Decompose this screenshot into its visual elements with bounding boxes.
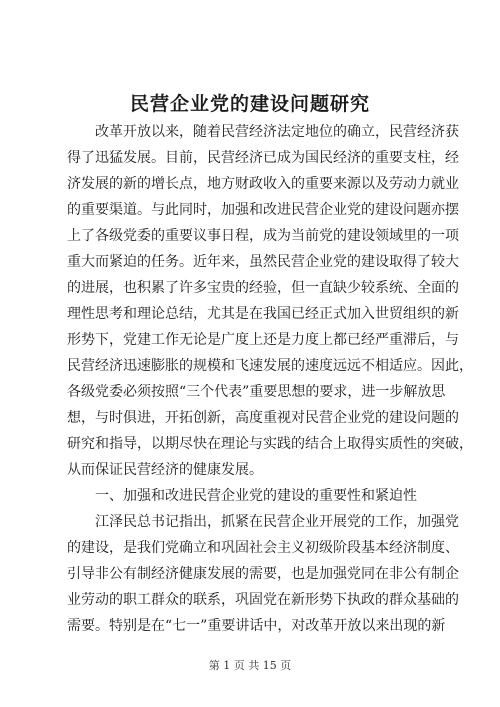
paragraph-line: 得了迅猛发展。目前，民营经济已成为国民经济的重要支柱，经 — [67, 150, 459, 166]
page-footer: 第 1 页 共 15 页 — [208, 659, 292, 672]
paragraph-line: 改革开放以来，随着民营经济法定地位的确立，民营经济获 — [95, 124, 459, 140]
document-title: 民营企业党的建设问题研究 — [129, 93, 370, 115]
paragraph-line: 研究和指导，以期尽快在理论与实践的结合上取得实质性的突破， — [67, 436, 473, 452]
paragraph-line: 重大而紧迫的任务。近年来，虽然民营企业党的建设取得了较大 — [67, 254, 459, 270]
paragraph-line: 从而保证民营经济的健康发展。 — [67, 462, 263, 478]
paragraph-line: 民营经济迅速膨胀的规模和飞速发展的速度远远不相适应。因此， — [67, 358, 473, 374]
paragraph-line: 上了各级党委的重要议事日程，成为当前党的建设领域里的一项 — [67, 228, 459, 244]
paragraph-line: 的进展，也积累了许多宝贵的经验，但一直缺少较系统、全面的 — [67, 280, 459, 296]
paragraph-line: 业劳动的职工群众的联系，巩固党在新形势下执政的群众基础的 — [67, 592, 459, 608]
paragraph-line: 想，与时俱进，开拓创新，高度重视对民营企业党的建设问题的 — [67, 410, 459, 426]
paragraph-line: 需要。特别是在“七一”重要讲话中，对改革开放以来出现的新 — [67, 618, 446, 634]
paragraph-line: 形势下，党建工作无论是广度上还是力度上都已经严重滞后，与 — [67, 332, 459, 348]
paragraph-line: 济发展的新的增长点，地方财政收入的重要来源以及劳动力就业 — [67, 176, 459, 192]
paragraph-line: 理性思考和理论总结，尤其是在我国已经正式加入世贸组织的新 — [67, 306, 459, 322]
paragraph-line: 各级党委必须按照“三个代表”重要思想的要求，进一步解放思 — [67, 384, 446, 400]
paragraph-line: 引导非公有制经济健康发展的需要，也是加强党同在非公有制企 — [67, 566, 459, 582]
paragraph-line: 的建设，是我们党确立和巩固社会主义初级阶段基本经济制度、 — [67, 540, 459, 556]
section-heading: 一、加强和改进民营企业党的建设的重要性和紧迫性 — [95, 488, 417, 504]
paragraph-line: 的重要渠道。与此同时，加强和改进民营企业党的建设问题亦摆 — [67, 202, 459, 218]
paragraph-line: 江泽民总书记指出，抓紧在民营企业开展党的工作，加强党 — [95, 514, 459, 530]
